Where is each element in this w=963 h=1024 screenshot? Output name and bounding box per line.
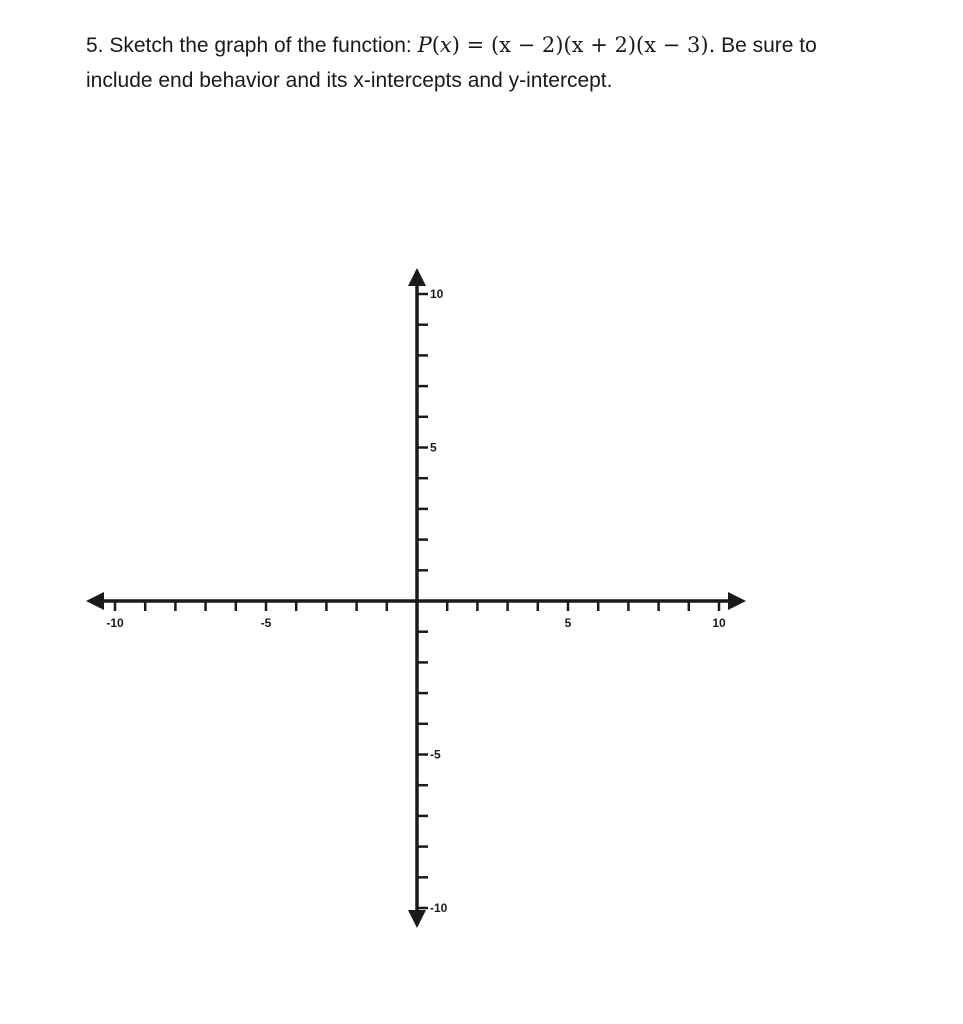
x-tick-label: -10 [106, 616, 124, 630]
y-axis-bottom-arrow [408, 910, 426, 928]
y-axis-top-arrow [408, 268, 426, 286]
y-tick-label: -5 [430, 747, 441, 762]
question-prompt: Sketch the graph of the function: [109, 34, 412, 57]
axes [86, 268, 746, 928]
function-expression: P(x) = (x − 2)(x + 2)(x − 3). [417, 33, 716, 57]
x-axis-left-arrow [86, 592, 104, 610]
factor-3: (x − 3). [636, 33, 716, 57]
y-tick-label: 10 [430, 287, 444, 301]
x-axis-right-arrow [728, 592, 746, 610]
function-variable: x [439, 33, 452, 57]
y-tick-label: 5 [430, 440, 437, 455]
x-tick-label: 10 [712, 616, 726, 630]
x-tick-label: -5 [260, 616, 272, 630]
factor-1: (x − 2) [490, 33, 564, 57]
factor-2: (x + 2) [563, 33, 637, 57]
y-tick-label: -10 [430, 901, 448, 915]
question-instruction-cont: include end behavior and its x-intercepts and y-intercept. [86, 69, 613, 92]
question-instruction: Be sure to [721, 34, 817, 57]
x-tick-label: 5 [564, 616, 572, 630]
question-number: 5. [86, 34, 104, 57]
equals-sign: = [466, 33, 485, 57]
function-name: P [417, 33, 432, 57]
